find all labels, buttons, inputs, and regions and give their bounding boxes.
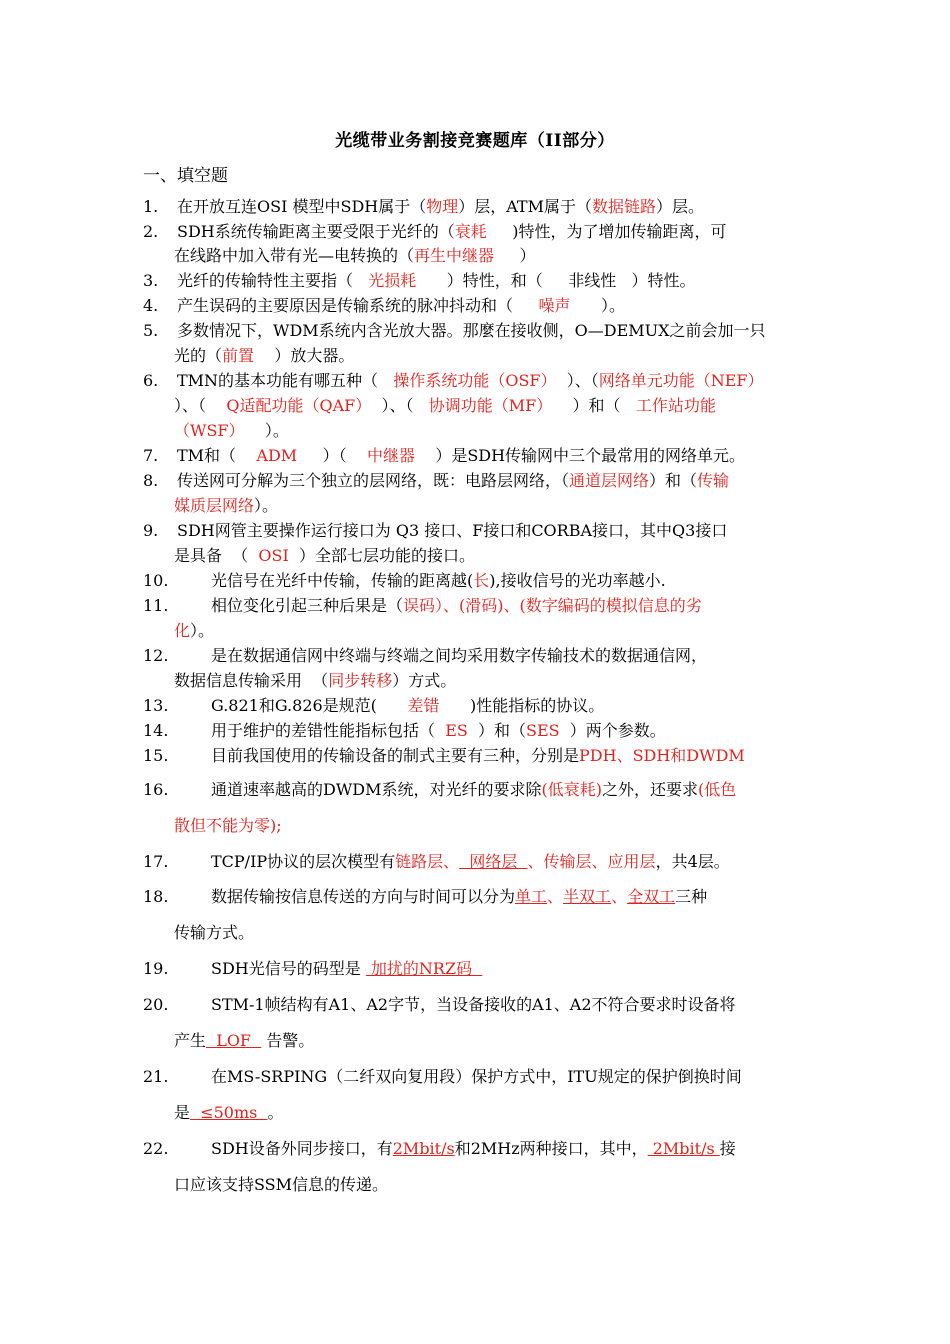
answer: 物理 bbox=[426, 197, 459, 216]
question-22: 22. SDH设备外同步接口，有2Mbit/s和2MHz两种接口，其中， 2Mbit/s 接 bbox=[143, 1139, 736, 1158]
document-title: 光缆带业务割接竞赛题库（II部分） bbox=[335, 131, 615, 151]
answer: ADM bbox=[256, 446, 298, 465]
answer: 误码 bbox=[403, 596, 436, 615]
question-14: 14. 用于维护的差错性能指标包括（ ES ）和（SES ）两个参数。 bbox=[143, 721, 666, 740]
answer: 光损耗 bbox=[368, 271, 417, 290]
question-21: 21. 在MS-SRPING（二纤双向复用段）保护方式中，ITU规定的保护倒换时间 bbox=[143, 1067, 742, 1086]
answer: ES bbox=[445, 721, 468, 740]
answer: LOF bbox=[206, 1031, 262, 1050]
question-4: 4. 产生误码的主要原因是传输系统的脉冲抖动和（ 噪声 ）。 bbox=[143, 296, 625, 315]
answer: 数字编码的模拟信息的劣 bbox=[525, 596, 702, 615]
answer: 噪声 bbox=[538, 296, 571, 315]
answer: 半双工 bbox=[563, 887, 612, 906]
answer: 全双工 bbox=[627, 887, 676, 906]
question-15: 15. 目前我国使用的传输设备的制式主要有三种，分别是PDH、SDH和DWDM bbox=[143, 746, 745, 765]
answer: 衰耗 bbox=[454, 222, 487, 241]
question-2-cont: 在线路中加入带有光—电转换的（再生中继器 ） bbox=[174, 246, 536, 265]
question-17: 17. TCP/IP协议的层次模型有链路层、 网络层 、传输层、应用层，共4层。 bbox=[143, 852, 730, 871]
answer: 操作系统功能（OSF） bbox=[393, 371, 557, 390]
answer: 通道层网络 bbox=[569, 471, 650, 490]
answer: (低衰耗) bbox=[541, 780, 602, 799]
answer: ≤50ms bbox=[190, 1103, 268, 1122]
question-19: 19. SDH光信号的码型是 加扰的NRZ码 bbox=[143, 959, 483, 978]
question-5: 5. 多数情况下，WDM系统内含光放大器。那麼在接收侧，O—DEMUX之前会加一只 bbox=[143, 321, 766, 340]
answer: 链路层、 bbox=[395, 852, 460, 871]
answer: 中继器 bbox=[366, 446, 415, 465]
answer: 同步转移 bbox=[328, 671, 393, 690]
answer: 2Mbit/s bbox=[647, 1139, 720, 1158]
answer: 工作站功能 bbox=[635, 396, 716, 415]
question-16-cont bbox=[174, 815, 282, 837]
question-10: 10. 光信号在光纤中传输，传输的距离越(长),接收信号的光功率越小. bbox=[143, 571, 666, 590]
question-20-cont: 产生 LOF 告警。 bbox=[174, 1031, 315, 1050]
answer: 网络单元功能（NEF） bbox=[598, 371, 764, 390]
answer: Q适配功能（QAF） bbox=[226, 396, 372, 415]
answer: 差错 bbox=[407, 696, 440, 715]
answer: 滑码 bbox=[465, 596, 498, 615]
answer: OSI bbox=[258, 546, 289, 565]
answer: 、传输层、应用层 bbox=[527, 852, 656, 871]
question-7: 7. TM和（ ADM ）（ 中继器 ）是SDH传输网中三个最常用的网络单元。 bbox=[143, 446, 746, 465]
question-1: 1. 在开放互连OSI 模型中SDH属于（物理）层，ATM属于（数据链路）层。 bbox=[143, 197, 705, 216]
question-16: 16. 通道速率越高的DWDM系统，对光纤的要求除(低衰耗)之外，还要求(低色 bbox=[143, 780, 737, 799]
question-12-cont: 数据信息传输采用 （同步转移）方式。 bbox=[174, 671, 457, 690]
question-18-cont: 传输方式。 bbox=[174, 923, 255, 942]
question-6: 6. TMN的基本功能有哪五种（ 操作系统功能（OSF） ）、（网络单元功能（NEF） bbox=[143, 371, 764, 390]
answer: 化 bbox=[174, 621, 191, 640]
question-2: 2. SDH系统传输距离主要受限于光纤的（衰耗 )特性，为了增加传输距离，可 bbox=[143, 222, 727, 241]
answer: 加扰的NRZ码 bbox=[365, 959, 483, 978]
question-3: 3. 光纤的传输特性主要指（ 光损耗 ）特性，和（ 非线性 ）特性。 bbox=[143, 271, 696, 290]
question-11: 11. 相位变化引起三种后果是（误码）、(滑码)、(数字编码的模拟信息的劣 bbox=[143, 596, 702, 615]
question-9: 9. SDH网管主要操作运行接口为 Q3 接口、F接口和CORBA接口，其中Q3接口 bbox=[143, 521, 728, 540]
question-20: 20. STM-1帧结构有A1、A2字节，当设备接收的A1、A2不符合要求时设备将 bbox=[143, 995, 736, 1014]
answer: 再生中继器 bbox=[414, 246, 495, 265]
question-22-cont: 口应该支持SSM信息的传递。 bbox=[174, 1175, 389, 1194]
question-9-cont: 是具备 （ OSI ）全部七层功能的接口。 bbox=[174, 546, 475, 565]
question-18: 18. 数据传输按信息传送的方向与时间可以分为单工、半双工、全双工三种 bbox=[143, 887, 708, 906]
question-12: 12. 是在数据通信网中终端与终端之间均采用数字传输技术的数据通信网， bbox=[143, 646, 708, 665]
answer: 长 bbox=[473, 571, 490, 590]
answer: 单工 bbox=[515, 887, 548, 906]
answer: 前置 bbox=[222, 346, 255, 365]
question-11-cont: 化）。 bbox=[174, 621, 215, 640]
answer: 传输 bbox=[697, 471, 730, 490]
answer: 媒质层网络 bbox=[174, 496, 255, 515]
answer: 散但不能为零); bbox=[174, 816, 282, 835]
question-8-cont: 媒质层网络）。 bbox=[174, 496, 279, 515]
question-5-cont: 光的（前置 ）放大器。 bbox=[174, 346, 355, 365]
question-6-cont-2: （WSF） ）。 bbox=[174, 421, 289, 440]
answer: 数据链路 bbox=[592, 197, 657, 216]
answer: (低色 bbox=[698, 780, 737, 799]
section-heading: 一、填空题 bbox=[143, 166, 228, 186]
answer: PDH、SDH和DWDM bbox=[579, 746, 745, 765]
answer: 网络层 bbox=[459, 852, 528, 871]
question-13: 13. G.821和G.826是规范( 差错 )性能指标的协议。 bbox=[143, 696, 605, 715]
question-21-cont: 是 ≤50ms 。 bbox=[174, 1103, 284, 1122]
question-8: 8. 传送网可分解为三个独立的层网络，既：电路层网络，（通道层网络）和（传输 bbox=[143, 471, 730, 490]
answer: （WSF） bbox=[174, 421, 245, 440]
answer: 协调功能（MF） bbox=[428, 396, 553, 415]
answer: SES bbox=[526, 721, 560, 740]
question-6-cont: ）、（ Q适配功能（QAF） ）、（ 协调功能（MF） ）和（ 工作站功能 bbox=[174, 396, 716, 415]
answer: 2Mbit/s bbox=[392, 1139, 455, 1158]
